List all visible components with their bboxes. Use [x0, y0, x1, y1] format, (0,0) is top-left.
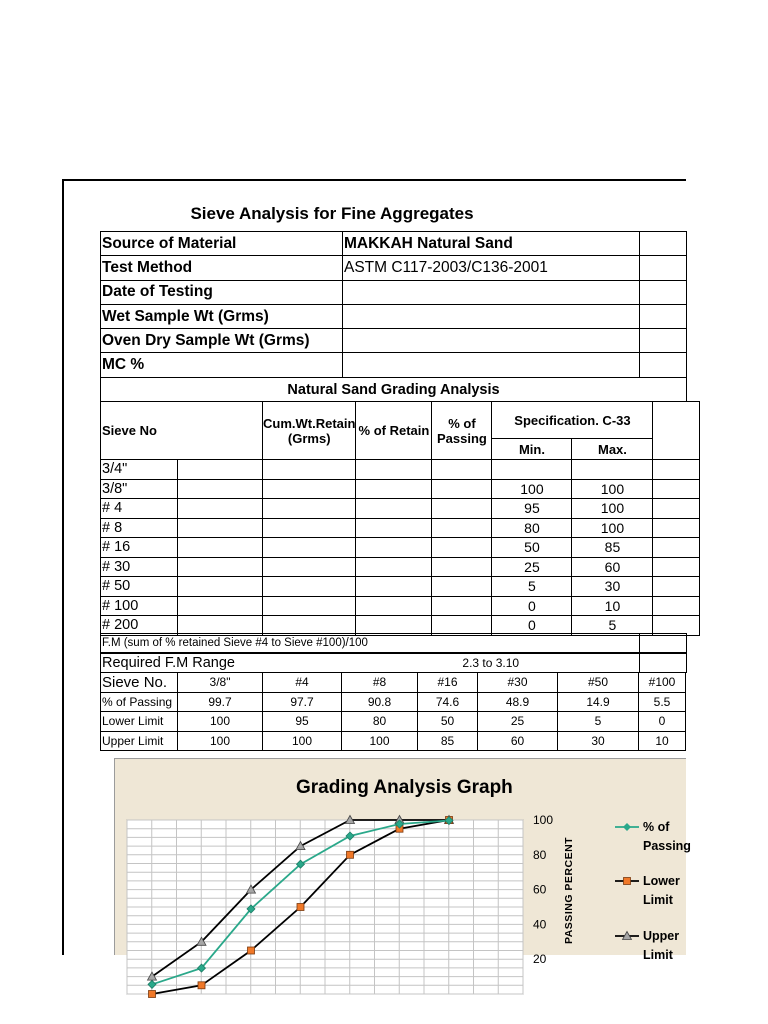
- grading-chart: [114, 758, 691, 967]
- passing-summary-table: [100, 672, 686, 751]
- value-cell: 14.9: [558, 692, 639, 712]
- pct-retain-cell[interactable]: [356, 596, 432, 616]
- info-label: MC %: [101, 353, 343, 377]
- sheet-border-top: [62, 179, 686, 181]
- fm-range-label: Required F.M Range: [101, 653, 343, 673]
- value-cell: 85: [418, 731, 478, 751]
- info-label: Source of Material: [101, 232, 343, 256]
- value-cell: 100: [263, 731, 342, 751]
- table-row: [101, 538, 700, 558]
- legend-label: % of Passing: [643, 820, 691, 853]
- table-row: [101, 712, 686, 732]
- value-cell: 30: [558, 731, 639, 751]
- value-cell: 99.7: [178, 692, 263, 712]
- info-row-method: [101, 256, 687, 280]
- sieve-label: # 16: [101, 538, 178, 558]
- sieve-label: 3/4": [101, 460, 178, 480]
- lower-limit-point: [248, 947, 255, 954]
- header-max: Max.: [572, 439, 653, 460]
- info-table: [100, 231, 687, 378]
- spec-max-cell: [572, 460, 653, 480]
- y-tick-label: 40: [533, 917, 547, 932]
- y-tick-label: 60: [533, 882, 547, 897]
- spec-min-cell: 100: [492, 479, 572, 499]
- sieve-column-header: 3/8": [178, 673, 263, 693]
- table-row: [101, 460, 700, 480]
- info-label: Oven Dry Sample Wt (Grms): [101, 329, 343, 353]
- sieve-column-header: #100: [639, 673, 686, 693]
- cum-wt-cell[interactable]: [263, 460, 356, 480]
- value-cell: 5.5: [639, 692, 686, 712]
- sieve-label: # 50: [101, 577, 178, 597]
- pct-retain-cell[interactable]: [356, 538, 432, 558]
- spec-max-cell: 60: [572, 557, 653, 577]
- info-label: Test Method: [101, 256, 343, 280]
- spec-min-cell: 0: [492, 616, 572, 636]
- value-cell: 95: [263, 712, 342, 732]
- sieve-column-header: #50: [558, 673, 639, 693]
- value-cell: 25: [478, 712, 558, 732]
- sieve-cell[interactable]: [178, 577, 263, 597]
- sieve-cell[interactable]: [178, 557, 263, 577]
- sheet-border-left: [62, 179, 64, 955]
- info-value[interactable]: MAKKAH Natural Sand: [343, 232, 640, 256]
- value-cell: 60: [478, 731, 558, 751]
- info-row-dry: [101, 329, 687, 353]
- fm-note: F.M (sum of % retained Sieve #4 to Sieve #100)/100: [101, 634, 640, 654]
- value-cell: 48.9: [478, 692, 558, 712]
- value-cell: 0: [639, 712, 686, 732]
- pct-passing-cell[interactable]: [432, 577, 492, 597]
- row-label: Upper Limit: [101, 731, 178, 751]
- sieve-label: # 30: [101, 557, 178, 577]
- y-tick-label: 20: [533, 952, 547, 967]
- fm-range-value: 2.3 to 3.10: [343, 653, 640, 673]
- sieve-cell[interactable]: [178, 460, 263, 480]
- spec-min-cell: [492, 460, 572, 480]
- pct-retain-cell[interactable]: [356, 518, 432, 538]
- value-cell: 5: [558, 712, 639, 732]
- table-row: [101, 596, 700, 616]
- blank-cell: [653, 557, 700, 577]
- sieve-label: # 4: [101, 499, 178, 519]
- value-cell: 100: [342, 731, 418, 751]
- spec-min-cell: 5: [492, 577, 572, 597]
- value-cell: 10: [639, 731, 686, 751]
- blank-cell: [653, 596, 700, 616]
- y-tick-label: 100: [533, 813, 554, 827]
- value-cell: 97.7: [263, 692, 342, 712]
- spec-max-cell: 85: [572, 538, 653, 558]
- spec-max-cell: 5: [572, 616, 653, 636]
- legend-label: Lower Limit: [643, 874, 680, 907]
- cum-wt-cell[interactable]: [263, 577, 356, 597]
- sieve-label: # 8: [101, 518, 178, 538]
- sieve-table: [100, 401, 700, 636]
- sieve-cell[interactable]: [178, 479, 263, 499]
- info-row-date: [101, 280, 687, 304]
- header-cum-wt: Cum.Wt.Retain (Grms): [263, 402, 356, 460]
- header-spec: Specification. C-33: [492, 402, 653, 439]
- document-title: Sieve Analysis for Fine Aggregates: [190, 204, 474, 223]
- sieve-column-header: #16: [418, 673, 478, 693]
- sieve-label: # 100: [101, 596, 178, 616]
- spec-min-cell: 80: [492, 518, 572, 538]
- pct-retain-cell[interactable]: [356, 499, 432, 519]
- blank-cell: [653, 538, 700, 558]
- cum-wt-cell[interactable]: [263, 596, 356, 616]
- spec-max-cell: 100: [572, 518, 653, 538]
- spec-min-cell: 25: [492, 557, 572, 577]
- spec-max-cell: 10: [572, 596, 653, 616]
- table-header-row: [101, 673, 686, 693]
- cum-wt-cell[interactable]: [263, 499, 356, 519]
- info-row-source: [101, 232, 687, 256]
- legend-marker-icon: [623, 823, 631, 831]
- sieve-column-header: #8: [342, 673, 418, 693]
- blank-cell: [653, 499, 700, 519]
- spec-min-cell: 95: [492, 499, 572, 519]
- pct-passing-cell[interactable]: [432, 557, 492, 577]
- value-cell: 80: [342, 712, 418, 732]
- chart-title: Grading Analysis Graph: [296, 777, 513, 798]
- header-pct-retain: % of Retain: [356, 402, 432, 460]
- header-min: Min.: [492, 439, 572, 460]
- pct-retain-cell[interactable]: [356, 479, 432, 499]
- value-cell: 50: [418, 712, 478, 732]
- spec-min-cell: 0: [492, 596, 572, 616]
- table-row: [101, 499, 700, 519]
- value-cell: 100: [178, 731, 263, 751]
- spec-min-cell: 50: [492, 538, 572, 558]
- table-row: [101, 731, 686, 751]
- blank-cell: [653, 577, 700, 597]
- pct-passing-cell[interactable]: [432, 596, 492, 616]
- info-row-mc: [101, 353, 687, 377]
- pct-retain-cell[interactable]: [356, 577, 432, 597]
- lower-limit-point: [347, 851, 354, 858]
- pct-passing-cell[interactable]: [432, 538, 492, 558]
- lower-limit-point: [149, 991, 156, 998]
- y-tick-label: 80: [533, 847, 547, 862]
- header-pct-passing: % of Passing: [432, 402, 492, 460]
- legend-marker-icon: [624, 878, 631, 885]
- sieve-column-header: #30: [478, 673, 558, 693]
- cum-wt-cell[interactable]: [263, 557, 356, 577]
- info-row-wet: [101, 304, 687, 328]
- pct-passing-cell[interactable]: [432, 460, 492, 480]
- blank-cell: [653, 479, 700, 499]
- sieve-cell[interactable]: [178, 499, 263, 519]
- fm-range-table: [100, 652, 687, 673]
- fm-table: [100, 633, 687, 654]
- pct-retain-cell[interactable]: [356, 557, 432, 577]
- grading-section-header: [100, 377, 687, 402]
- blank-cell: [653, 518, 700, 538]
- blank-cell: [653, 460, 700, 480]
- lower-limit-point: [198, 982, 205, 989]
- sieve-cell[interactable]: [178, 518, 263, 538]
- section-title: Natural Sand Grading Analysis: [101, 378, 687, 402]
- pct-passing-cell[interactable]: [432, 479, 492, 499]
- spec-max-cell: 100: [572, 499, 653, 519]
- info-value[interactable]: [343, 353, 640, 377]
- sieve-no-label: Sieve No.: [101, 673, 178, 693]
- table-row: [101, 518, 700, 538]
- cum-wt-cell[interactable]: [263, 538, 356, 558]
- row-label: % of Passing: [101, 692, 178, 712]
- sieve-cell[interactable]: [178, 538, 263, 558]
- grading-chart-svg: [115, 759, 691, 967]
- table-row: [101, 692, 686, 712]
- info-label: Wet Sample Wt (Grms): [101, 304, 343, 328]
- pct-passing-cell[interactable]: [432, 499, 492, 519]
- cum-wt-cell[interactable]: [263, 518, 356, 538]
- sieve-column-header: #4: [263, 673, 342, 693]
- cum-wt-cell[interactable]: [263, 479, 356, 499]
- info-value[interactable]: [343, 304, 640, 328]
- sieve-label: 3/8": [101, 479, 178, 499]
- sieve-label: # 200: [101, 616, 178, 636]
- value-cell: 100: [178, 712, 263, 732]
- info-label: Date of Testing: [101, 280, 343, 304]
- info-value[interactable]: ASTM C117-2003/C136-2001: [343, 256, 640, 280]
- spec-max-cell: 30: [572, 577, 653, 597]
- info-value[interactable]: [343, 280, 640, 304]
- sieve-cell[interactable]: [178, 596, 263, 616]
- value-cell: 90.8: [342, 692, 418, 712]
- table-row: [101, 577, 700, 597]
- table-row: [101, 557, 700, 577]
- pct-passing-cell[interactable]: [432, 518, 492, 538]
- table-row: [101, 479, 700, 499]
- y-axis-label: PASSING PERCENT: [563, 836, 575, 944]
- legend-label: Upper Limit: [643, 929, 680, 962]
- spec-max-cell: 100: [572, 479, 653, 499]
- lower-limit-point: [297, 904, 304, 911]
- row-label: Lower Limit: [101, 712, 178, 732]
- pct-retain-cell[interactable]: [356, 460, 432, 480]
- info-value[interactable]: [343, 329, 640, 353]
- header-sieve-no: Sieve No: [101, 402, 263, 460]
- value-cell: 74.6: [418, 692, 478, 712]
